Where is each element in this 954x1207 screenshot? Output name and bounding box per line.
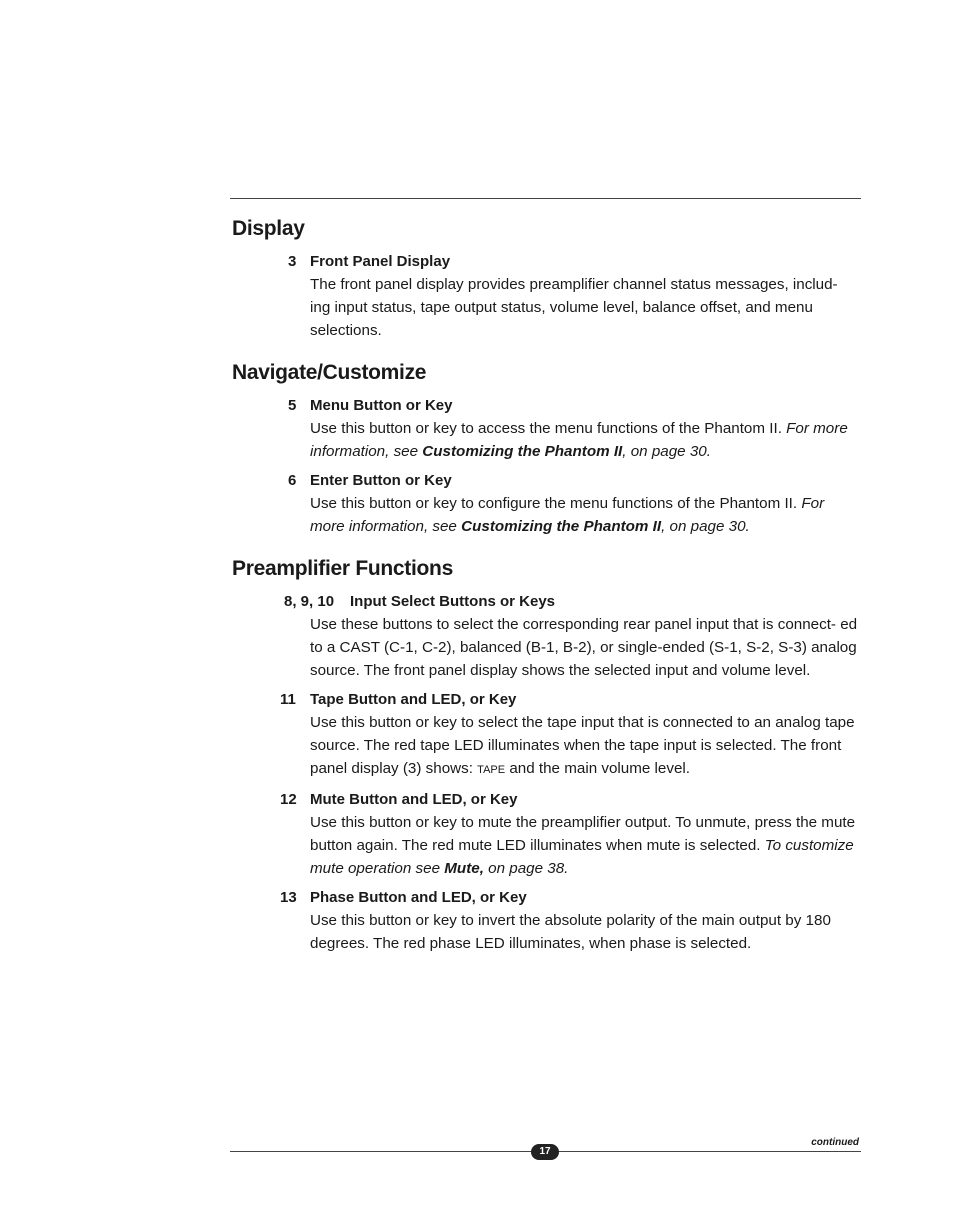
item-title: Phase Button and LED, or Key xyxy=(310,889,527,906)
item-body xyxy=(310,492,862,538)
cross-reference: Mute, xyxy=(444,860,484,877)
item-title: Mute Button and LED, or Key xyxy=(310,791,518,808)
page-number: 17 xyxy=(531,1144,559,1160)
item-title: Input Select Buttons or Keys xyxy=(350,593,556,610)
item-title: Menu Button or Key xyxy=(310,397,453,414)
continued-label: continued xyxy=(811,1137,859,1148)
item-number: 3 xyxy=(288,253,297,270)
page-content xyxy=(232,214,862,971)
section-heading-preamplifier: Preamplifier Functions xyxy=(232,557,453,580)
italic-text: on page 38. xyxy=(488,860,569,877)
body-text: Use this button or key to access the menu functions of the Phantom II. xyxy=(310,420,782,437)
item-front-panel-display xyxy=(232,250,862,342)
cross-reference: Customizing the Phantom II xyxy=(461,518,662,535)
body-text: and the main volume level. xyxy=(509,760,690,777)
section-navigate xyxy=(232,358,862,538)
item-input-select xyxy=(232,590,862,682)
item-menu-button xyxy=(232,394,862,463)
item-number: 8, 9, 10 xyxy=(284,593,335,610)
display-readout: TAPE xyxy=(477,764,506,776)
item-title: Tape Button and LED, or Key xyxy=(310,691,517,708)
body-text: Use this button or key to select the tape input that is connected to an analog tape source. The red tape LED illuminates when the tape input is selected. The front panel display (3) shows: xyxy=(310,714,855,777)
item-number: 5 xyxy=(288,397,297,414)
section-heading-display: Display xyxy=(232,217,305,240)
item-tape-button xyxy=(232,688,862,782)
top-rule xyxy=(230,198,861,199)
item-body: Use these buttons to select the corresponding rear panel input that is connect- ed to a CAST (C-1, C-2), balanced (B-1, B-2), or single-ended (S-1, S-2, S-3) analog source. The front panel display shows the selected input and volume level. xyxy=(310,616,858,679)
section-display xyxy=(232,214,862,342)
item-number: 6 xyxy=(288,472,297,489)
item-title: Front Panel Display xyxy=(310,253,451,270)
item-number: 12 xyxy=(280,791,297,808)
item-phase-button xyxy=(232,886,862,955)
item-body: The front panel display provides preamplifier channel status messages, includ- ing input status, tape output status, volume level, balance offset, and menu selections. xyxy=(310,276,838,339)
cross-reference: Customizing the Phantom II xyxy=(422,443,623,460)
italic-text: For more information, see xyxy=(310,420,848,460)
section-heading-navigate: Navigate/Customize xyxy=(232,361,427,384)
item-title: Enter Button or Key xyxy=(310,472,452,489)
item-body xyxy=(310,417,862,463)
body-text: Use this button or key to configure the menu functions of the Phantom II. xyxy=(310,495,798,512)
item-body xyxy=(310,811,862,880)
italic-text: To customize mute operation see xyxy=(310,837,854,877)
item-mute-button xyxy=(232,788,862,880)
item-enter-button xyxy=(232,469,862,538)
italic-text: , on page 30. xyxy=(661,518,750,535)
body-text: Use this button or key to mute the preamplifier output. To unmute, press the mute button again. The red mute LED illuminates when mute is selected. xyxy=(310,814,856,854)
item-number: 11 xyxy=(280,691,296,708)
item-body xyxy=(310,711,862,782)
italic-text: , on page 30. xyxy=(622,443,711,460)
item-body: Use this button or key to invert the absolute polarity of the main output by 180 degrees. The red phase LED illuminates, when phase is selected. xyxy=(310,912,831,952)
italic-text: For more information, see xyxy=(310,495,825,535)
item-number: 13 xyxy=(280,889,297,906)
section-preamplifier xyxy=(232,554,862,955)
